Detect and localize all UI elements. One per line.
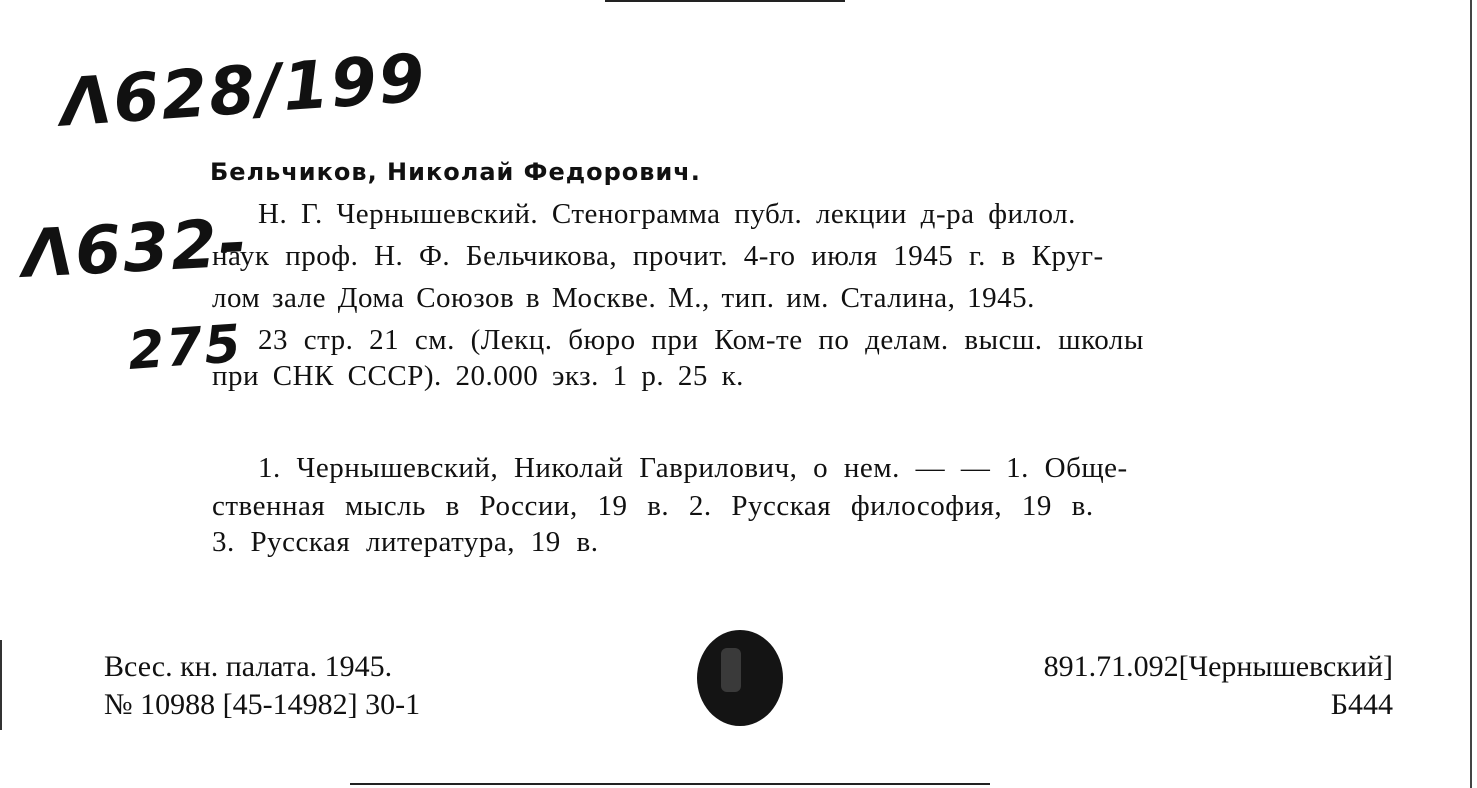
description-line-2: наук проф. Н. Ф. Бельчикова, прочит. 4-го июля 1945 г. в Круг- (212, 240, 1104, 272)
scan-edge-right (1470, 0, 1472, 788)
subject-line-1: 1. Чернышевский, Николай Гаврилович, о нем. — — 1. Обще- (258, 452, 1128, 484)
handwritten-shelfmark-2: Λ632- (20, 204, 251, 293)
author-mark: Б444 (1330, 688, 1393, 721)
scan-border-bottom (350, 783, 990, 785)
handwritten-shelfmark-1: Λ628/199 (57, 39, 429, 142)
description-line-3: лом зале Дома Союзов в Москве. М., тип. им. Сталина, 1945. (212, 282, 1035, 314)
punch-hole (697, 630, 783, 726)
scan-edge-left (0, 640, 2, 730)
classification-code: 891.71.092[Чернышевский] (1043, 650, 1393, 683)
handwritten-shelfmark-3: 275 (126, 314, 245, 382)
chamber-note: Всес. кн. палата. 1945. (104, 650, 393, 683)
subject-line-2: ственная мысль в России, 19 в. 2. Русская философия, 19 в. (212, 490, 1094, 522)
description-line-1: Н. Г. Чернышевский. Стенограмма публ. лекции д-ра филол. (258, 198, 1076, 230)
author-heading: Бельчиков, Николай Федорович. (210, 158, 701, 186)
description-line-4: 23 стр. 21 см. (Лекц. бюро при Ком-те по делам. высш. школы (258, 324, 1144, 356)
registration-number: № 10988 [45-14982] 30-1 (104, 688, 421, 721)
description-line-5: при СНК СССР). 20.000 экз. 1 р. 25 к. (212, 360, 744, 392)
scan-border-top (605, 0, 845, 2)
subject-line-3: 3. Русская литература, 19 в. (212, 526, 599, 558)
